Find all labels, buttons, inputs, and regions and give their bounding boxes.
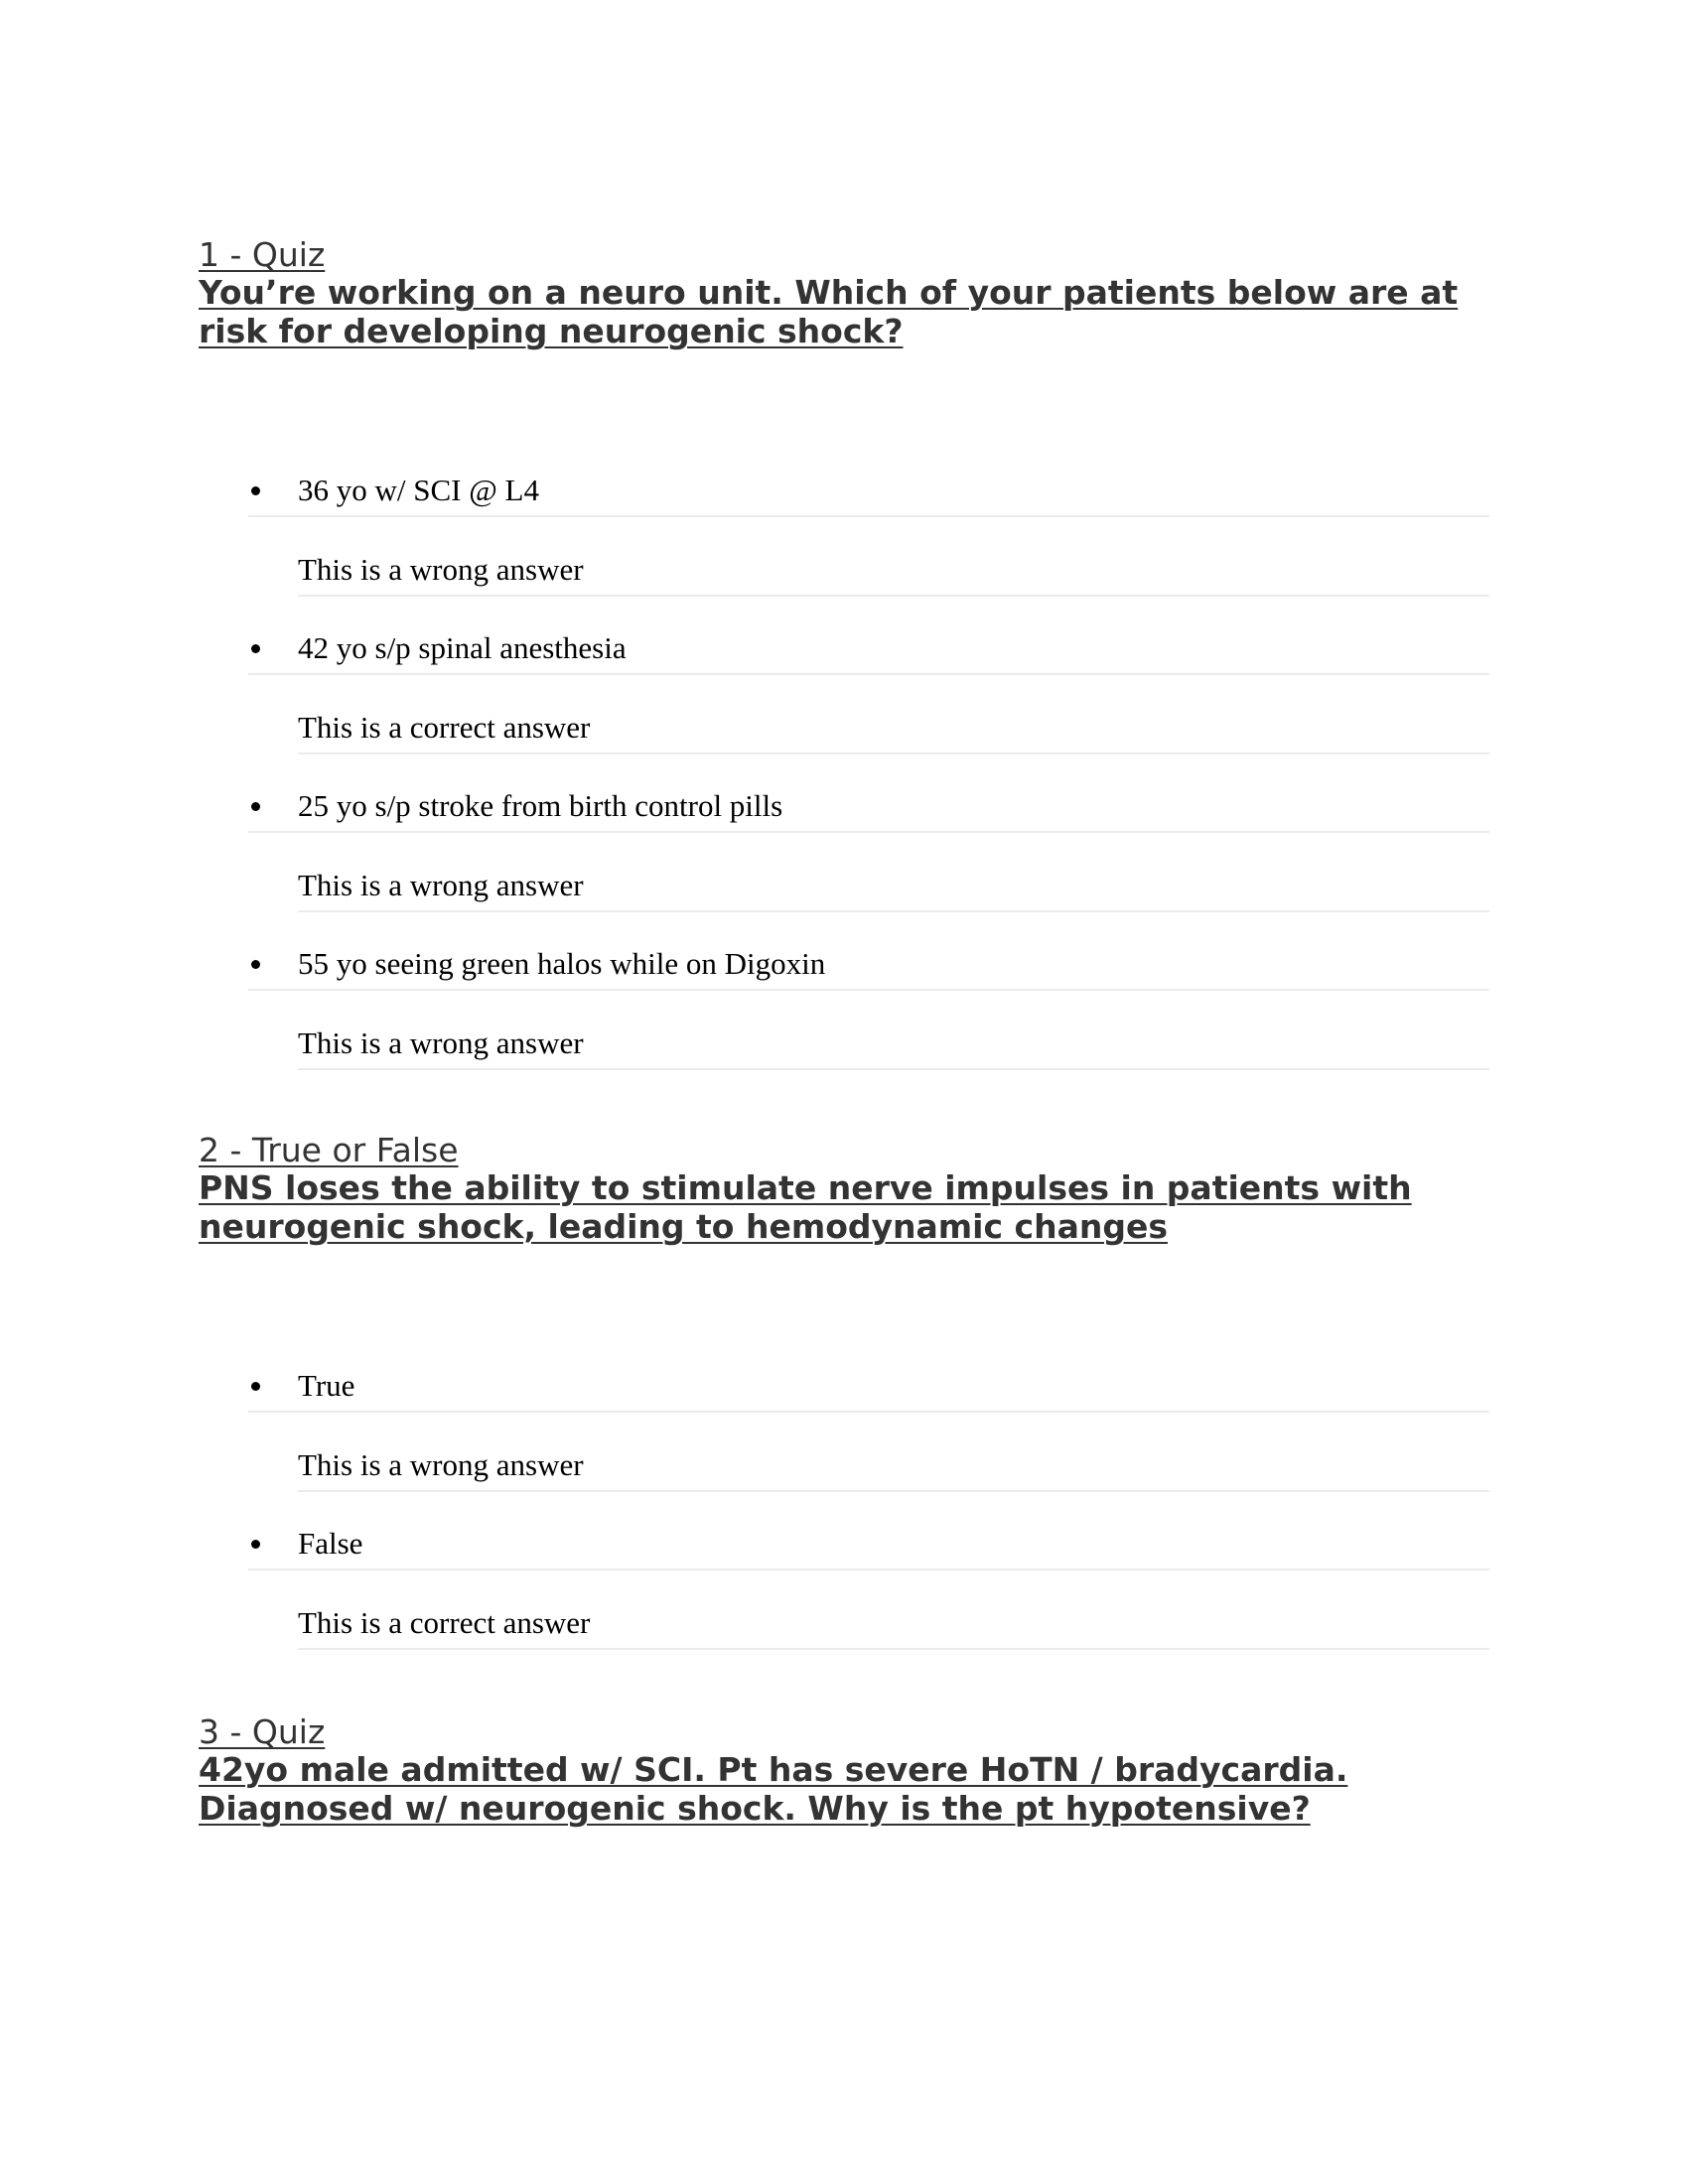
answer-feedback-text: This is a wrong answer bbox=[298, 551, 584, 587]
question-header: 2 - True or False bbox=[199, 1131, 459, 1169]
answer-option bbox=[248, 1524, 1489, 1603]
answer-option-text: 42 yo s/p spinal anesthesia bbox=[298, 630, 627, 665]
bullet-icon bbox=[251, 644, 260, 653]
answer-divider bbox=[248, 1569, 1489, 1570]
answer-option-text: 36 yo w/ SCI @ L4 bbox=[298, 473, 539, 507]
answer-divider bbox=[248, 515, 1489, 517]
question-text: You’re working on a neuro unit. Which of your patients below are at risk for developing neurogenic shock? bbox=[199, 273, 1459, 350]
answer-option-text: False bbox=[298, 1526, 363, 1561]
answer-divider bbox=[298, 910, 1489, 912]
answer-list-2 bbox=[248, 1366, 1489, 1682]
answer-option bbox=[248, 786, 1489, 866]
answer-feedback bbox=[248, 1603, 1489, 1683]
answer-option bbox=[248, 471, 1489, 550]
answer-divider bbox=[248, 831, 1489, 833]
answer-feedback bbox=[248, 1445, 1489, 1525]
bullet-icon bbox=[251, 1540, 260, 1549]
question-header: 3 - Quiz bbox=[199, 1712, 326, 1751]
answer-feedback bbox=[248, 866, 1489, 945]
answer-divider bbox=[248, 989, 1489, 991]
bullet-icon bbox=[251, 1382, 260, 1391]
question-text: 42yo male admitted w/ SCI. Pt has severe HoTN / bradycardia. Diagnosed w/ neurogenic shock. Why is the pt hypotensive? bbox=[199, 1750, 1348, 1828]
answer-feedback-text: This is a wrong answer bbox=[298, 1446, 584, 1482]
question-header: 1 - Quiz bbox=[199, 235, 326, 274]
answer-feedback-text: This is a wrong answer bbox=[298, 867, 584, 902]
answer-feedback bbox=[248, 708, 1489, 787]
answer-divider bbox=[248, 673, 1489, 675]
answer-divider bbox=[248, 1411, 1489, 1413]
answer-divider bbox=[298, 1648, 1489, 1650]
answer-feedback bbox=[248, 550, 1489, 629]
answer-option bbox=[248, 944, 1489, 1024]
question-3 bbox=[199, 1713, 1489, 1828]
answer-feedback bbox=[248, 1024, 1489, 1103]
question-2 bbox=[199, 1132, 1489, 1246]
answer-option bbox=[248, 1366, 1489, 1445]
question-1 bbox=[199, 236, 1489, 350]
bullet-icon bbox=[251, 486, 260, 495]
bullet-icon bbox=[251, 960, 260, 969]
answer-option-text: 25 yo s/p stroke from birth control pills bbox=[298, 788, 783, 823]
question-text: PNS loses the ability to stimulate nerve impulses in patients with neurogenic shock, leading to hemodynamic changes bbox=[199, 1168, 1412, 1246]
answer-feedback-text: This is a correct answer bbox=[298, 709, 591, 745]
answer-feedback-text: This is a correct answer bbox=[298, 1604, 591, 1640]
answer-option-text: True bbox=[298, 1368, 355, 1403]
answer-divider bbox=[298, 1490, 1489, 1492]
answer-divider bbox=[298, 752, 1489, 754]
answer-option bbox=[248, 628, 1489, 708]
answer-divider bbox=[298, 595, 1489, 597]
answer-list-1 bbox=[248, 471, 1489, 1102]
answer-option-text: 55 yo seeing green halos while on Digoxin bbox=[298, 946, 826, 981]
answer-divider bbox=[298, 1068, 1489, 1070]
bullet-icon bbox=[251, 802, 260, 811]
answer-feedback-text: This is a wrong answer bbox=[298, 1024, 584, 1060]
